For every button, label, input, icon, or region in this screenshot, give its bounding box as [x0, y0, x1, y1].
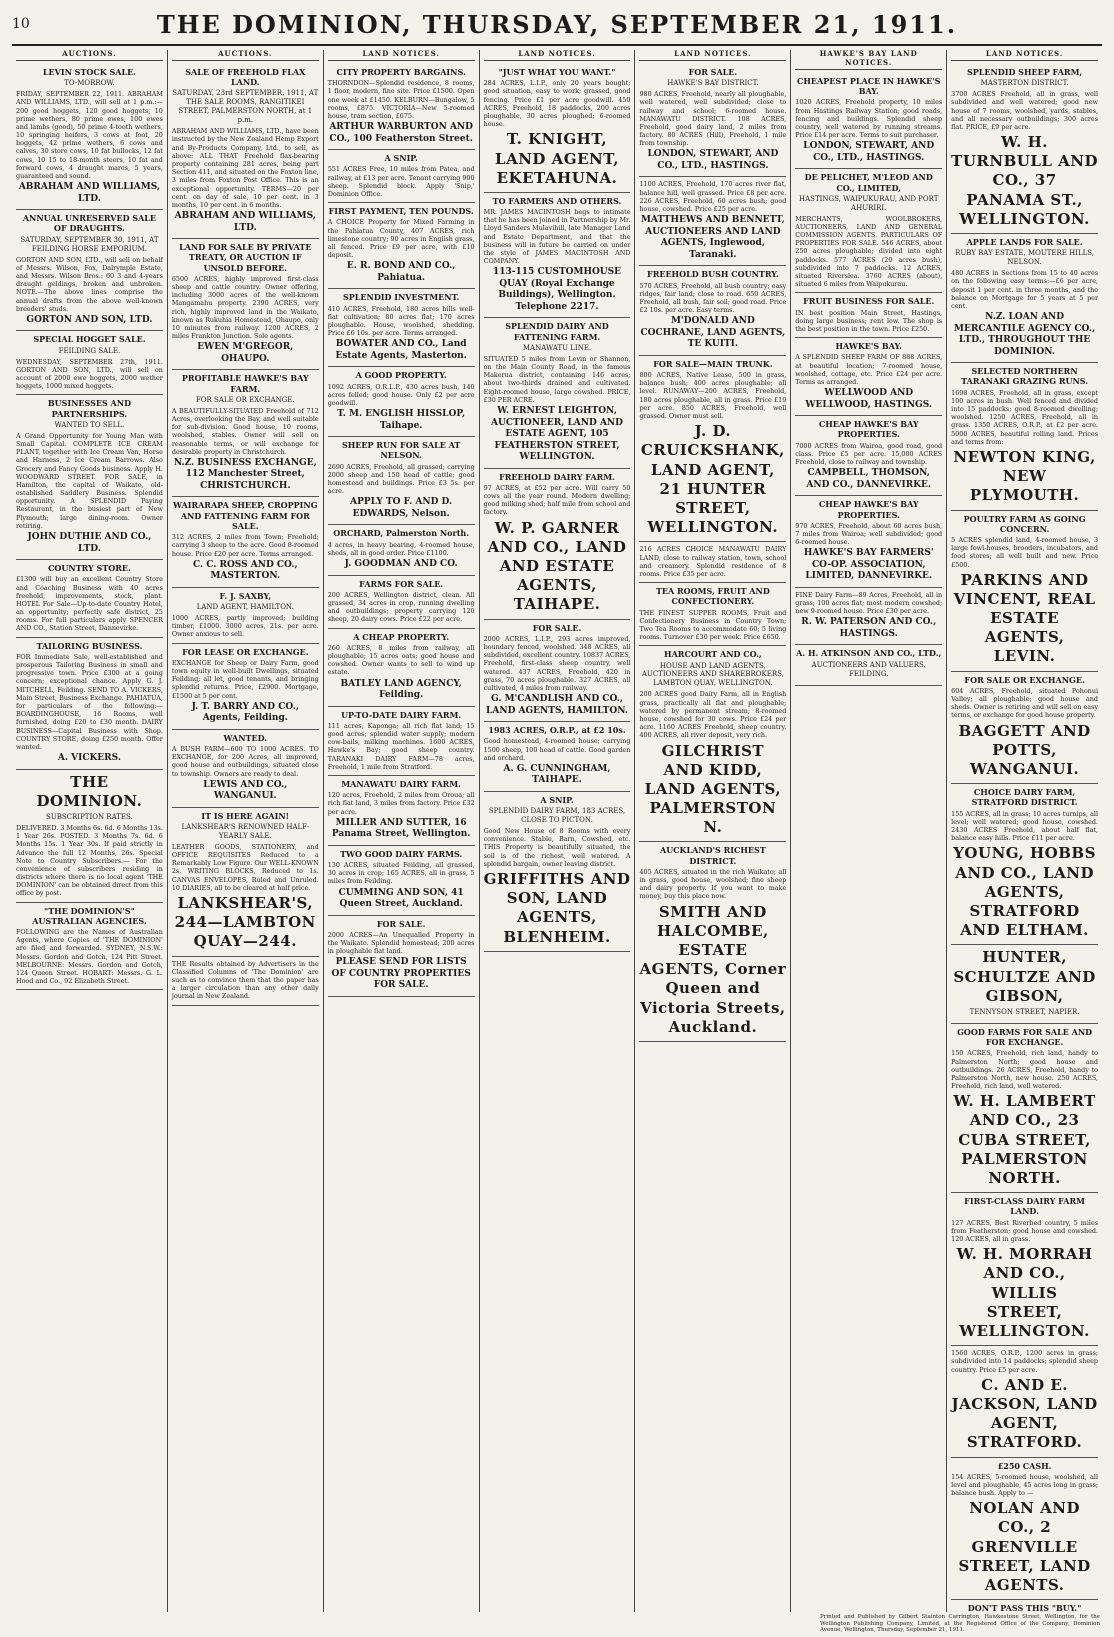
advertisement — [951, 511, 1098, 672]
ad-title: SPECIAL HOGGET SALE. — [33, 334, 146, 345]
advertisement — [795, 293, 942, 338]
ad-signature: W. H. MORRAH AND CO., WILLIS STREET, WELLINGTON. — [956, 1245, 1093, 1340]
ad-title: COUNTRY STORE. — [48, 563, 131, 574]
ad-subtitle: AUCTIONEERS AND VALUERS, FEILDING. — [811, 660, 926, 678]
ad-body: 200 ACRES, Wellington district, clean. All grassed, 34 acres in crop, running dwelling and outbuildings; property carrying 120 sheep, 20 dairy cows. Price £22 per acre. — [327, 590, 475, 624]
advertisement — [795, 338, 942, 416]
ad-body: 154 ACRES, 5-roomed house, woolshed, all level and ploughable, 45 acres long in grass; balance bush. Apply to — — [951, 1472, 1099, 1498]
ad-signature: MILLER AND SUTTER, 16 Panama Street, Wellington. — [331, 817, 471, 840]
column-1 — [12, 50, 168, 1612]
advertisement — [328, 846, 475, 916]
ad-title: FOR SALE. — [532, 622, 582, 633]
ad-signature: LANKSHEAR'S, 244—LAMBTON QUAY—244. — [174, 894, 316, 951]
ad-title: CHOICE DAIRY FARM, STRATFORD DISTRICT. — [971, 787, 1078, 808]
ad-signature: APPLY TO F. AND D. EDWARDS, Nelson. — [350, 497, 453, 519]
ad-title: A. H. ATKINSON AND CO., LTD., — [796, 648, 942, 659]
advertisement — [328, 916, 475, 997]
ad-title: FREEHOLD BUSH COUNTRY. — [647, 269, 779, 280]
ad-subtitle: HOUSE AND LAND AGENTS, AUCTIONEERS AND SHAREBROKERS, LAMBTON QUAY, WELLINGTON. — [641, 661, 784, 688]
ad-title: ANNUAL UNRESERVED SALE OF DRAUGHTS. — [22, 213, 157, 234]
advertisement — [951, 64, 1098, 234]
ad-body: 216 ACRES CHOICE MANAWATU DAIRY LAND, close to railway station, town, school and creamery. Splendid residence of 8 rooms. Price £35 per acre. — [639, 545, 787, 578]
advertisement — [328, 367, 475, 437]
ad-body: 2000 ACRES, L.I.P., 293 acres improved, boundary fenced, woolshed. 348 ACRES, all subdivided, excellent country. 10837 ACRES, Freehold, first-class sheep country, well watered. 437 ACRES, Freehold, 420 in grass, 70 acres ploughable. 327 ACRES, all cultivated, 4 miles from railway. — [483, 634, 631, 692]
ad-body: 155 ACRES, all in grass; 10 acres turnips, all level; well watered; good house, cowshed. 2430 ACRES Freehold, about half flat, balance easy hills. Price £11 per acre. — [951, 809, 1099, 843]
advertisement — [951, 1024, 1098, 1193]
ad-signature: BATLEY LAND AGENCY, Feilding. — [340, 678, 462, 701]
ad-body: THE FINEST SUPPER ROOMS, Fruit and Confectionery Business in Country Town; Two Tea Rooms to accommodate 60; 5 living rooms. Turnover £30 per week. Price £650. — [639, 608, 787, 642]
advertisement — [172, 239, 319, 370]
ad-title: FRUIT BUSINESS FOR SALE. — [803, 296, 935, 307]
ad-subtitle: MANAWATU LINE. — [522, 343, 592, 352]
advertisement — [951, 1346, 1098, 1457]
column-heading: HAWKE'S BAY LAND NOTICES. — [795, 50, 942, 70]
ad-title: A CHEAP PROPERTY. — [353, 631, 449, 642]
ad-title: £250 CASH. — [997, 1460, 1052, 1471]
ad-body: £1300 will buy an excellent Country Store and Coaching Business with 40 acres freehold, improvements, stock, plant. HOTEL For Sale—Up-to-date Country Hotel, an opportunity; perfectly safe district, 25 rooms. For full particulars apply SPENCER AND CO., Station Street, Dannevirke. — [16, 575, 163, 633]
ad-body: 405 ACRES, situated in the rich Waikato; all in grass, good house, woolshed; fine sheep and dairy property. If you want to make money, buy this place now. — [639, 867, 787, 901]
page-number: 10 — [12, 16, 30, 32]
ad-signature: NOLAN AND CO., 2 GRENVILLE STREET, LAND AGENTS. — [958, 1499, 1091, 1595]
ad-body: 480 ACRES in Sections from 15 to 40 acres on the following easy terms:—£6 per acre, deposit 1 per cent. in three months, and the balance on Mortgage for 5 years at 5 per cent. — [951, 269, 1099, 310]
advertisement — [639, 266, 786, 356]
ad-body: 97 ACRES, at £52 per acre. Will carry 50 cows all the year round. Modern dwelling; good milking shed; half mile from school and factory. — [483, 483, 631, 517]
ad-subtitle: HAWKE'S BAY DISTRICT. — [667, 79, 759, 88]
ad-body: MERCHANTS, WOOLBROKERS, AUCTIONEERS, LAND AND GENERAL COMMISSION AGENTS. PARTICULARS OF PROPERTIES FOR SALE. 546 ACRES, about 250 acres ploughable; divided into eight paddocks. 577 ACRES (20 acres bush), subdivided into 7 paddocks. 12 ACRES, situated Riverslea. 3760 ACRES (about), situated 6 miles from Waipukurau. — [795, 214, 943, 289]
ad-signature: W. H. LAMBERT AND CO., 23 CUBA STREET, PALMERSTON NORTH. — [953, 1092, 1096, 1188]
ad-body: 120 acres, Freehold, 2 miles from Oroua; all rich flat land, 3 miles from factory. Price £32 per acre. — [327, 791, 475, 816]
ad-body: 7000 ACRES from Wairoa, good road, good class. Price £5 per acre. 15,000 ACRES Freehold, close to railway and township. — [795, 441, 943, 467]
ad-title: FOR SALE—MAIN TRUNK. — [653, 358, 773, 369]
ad-subtitle: SPLENDID DAIRY FARM, 183 ACRES, CLOSE TO PICTON. — [488, 807, 626, 825]
ad-body: 127 ACRES, Best Riverbed country, 5 miles from Featherston; good house and cowshed. 120 ACRES, all in grass. — [951, 1218, 1099, 1244]
ad-subtitle: WANTED TO SELL. — [54, 420, 125, 429]
advertisement — [172, 957, 319, 1006]
advertisement — [16, 210, 163, 331]
ad-signature: J. GOODMAN AND CO. — [344, 559, 458, 570]
ad-body: 570 ACRES, Freehold, all bush country; easy ridges, fair land; close to road. 650 ACRES, Freehold, all bush, fair soil; good road. Price £2 10s. per acre. Easy terms. — [639, 281, 787, 315]
ad-body: FOLLOWING are the Names of Australian Agents, where Copies of 'THE DOMINION' are filed and forwarded. SYDNEY, N.S.W.: Messrs. Gordon and Gotch, 124 Pitt Street. MELBOURNE: Messrs. Gordon and Gotch, 124 Queen Street. HOBART: Messrs. G. L. Hood and Co., 92 Elizabeth Street. — [16, 928, 163, 986]
ad-signature: A. G. CUNNINGHAM, TAIHAPE. — [503, 763, 611, 786]
ad-title: CITY PROPERTY BARGAINS. — [336, 66, 466, 77]
advertisement — [328, 707, 475, 776]
column-2 — [168, 50, 324, 1612]
ad-signature: HAWKE'S BAY FARMERS' CO-OP. ASSOCIATION, LIMITED, DANNEVIRKE. — [803, 548, 934, 582]
advertisement — [172, 497, 319, 587]
column-3 — [324, 50, 480, 1612]
ad-body: EXCHANGE for Sheep or Dairy Farm, good town equity in well-built Dwellings, situated Feilding; all let, good tenants, and bringing splendid returns. Price, £2900. Mortgage, £1500 at 5 per cent. — [171, 658, 319, 700]
advertisement — [16, 395, 163, 560]
ad-signature: JOHN DUTHIE AND CO., LTD. — [27, 532, 152, 554]
ad-signature: C. AND E. JACKSON, LAND AGENT, STRATFORD. — [951, 1375, 1098, 1452]
advertisement — [951, 1193, 1098, 1346]
advertisement — [484, 318, 631, 468]
ad-signature: CUMMING AND SON, 41 Queen Street, Auckland. — [338, 887, 464, 910]
ad-signature: W. ERNEST LEIGHTON, AUCTIONEER, LAND AND ESTATE AGENT, 105 FEATHERSTON STREET, WELLINGTON. — [491, 406, 623, 463]
ad-signature: ABRAHAM AND WILLIAMS, LTD. — [18, 182, 161, 204]
ad-signature: LEWIS AND CO., WANGANUI. — [203, 779, 288, 802]
ad-body: MR. JAMES MACINTOSH begs to intimate that he has been joined in Partnership by Mr. Lloyd Sanders Mulavihill, late Manager Land and Estate Department, and that the business will in future be carried on under the style of JAMES MACINTOSH AND COMPANY. — [483, 208, 631, 266]
ad-body: 1698 ACRES, Freehold, all in grass, except 100 acres in bush. Well fenced and divided into 15 paddocks; good 8-roomed dwelling; woolshed. 1250 ACRES, Freehold, all in grass. 1350 ACRES, O.R.P., at £2 per acre. 5000 ACRES, beautiful rolling land. Prices and terms from: — [951, 388, 1099, 446]
ad-title: FOR SALE. — [376, 918, 426, 929]
advertisement — [951, 945, 1098, 1024]
ad-signature: W. H. TURNBULL AND CO., 37 PANAMA ST., WELLINGTON. — [951, 133, 1099, 228]
ad-title: GOOD FARMS FOR SALE AND FOR EXCHANGE. — [957, 1026, 1093, 1048]
ad-subtitle: SUBSCRIPTION RATES. — [46, 813, 133, 821]
ad-title: POULTRY FARM AS GOING CONCERN. — [963, 513, 1086, 534]
advertisement — [951, 672, 1098, 785]
advertisement — [328, 203, 475, 289]
advertisement — [328, 64, 475, 150]
ad-title: WAIRARAPA SHEEP, CROPPING AND FATTENING FARM FOR SALE. — [173, 500, 318, 531]
advertisement — [328, 576, 475, 629]
ad-signature: BAGGETT AND POTTS, WANGANUI. — [958, 721, 1091, 779]
advertisement — [951, 784, 1098, 945]
advertisement — [795, 416, 942, 496]
advertisement — [951, 363, 1098, 510]
ad-signature: N.Z. BUSINESS EXCHANGE, 112 Manchester Street, CHRISTCHURCH. — [173, 457, 317, 491]
ad-title: LEVIN STOCK SALE. — [42, 66, 136, 77]
advertisement — [639, 64, 786, 178]
column-heading: AUCTIONS. — [16, 50, 163, 61]
ad-signature: PLEASE SEND FOR LISTS OF COUNTRY PROPERTIES FOR SALE. — [331, 957, 471, 991]
ad-title: FARMS FOR SALE. — [359, 578, 444, 589]
ad-title: UP-TO-DATE DAIRY FARM. — [341, 709, 462, 720]
ad-subtitle: RUBY BAY ESTATE, MOUTERE HILLS, NELSON. — [955, 249, 1095, 267]
advertisement — [639, 356, 786, 542]
column-heading: LAND NOTICES. — [328, 50, 475, 61]
advertisement — [484, 64, 631, 193]
advertisement — [484, 193, 631, 319]
ad-signature: M'DONALD AND COCHRANE, LAND AGENTS, TE KUITI. — [640, 316, 786, 350]
column-5 — [635, 50, 791, 1612]
ad-title: BUSINESSES AND PARTNERSHIPS. — [47, 398, 132, 419]
ad-body: A CHOICE Property for Mixed Farming in the Pahiatua County, 407 ACRES, rich limestone country; 90 acres in English grass, all fenced. Price £9 per acre, with £10 deposit. — [327, 218, 475, 260]
ad-title: AUCKLAND'S RICHEST DISTRICT. — [659, 845, 766, 866]
ad-title: A GOOD PROPERTY. — [355, 370, 447, 381]
advertisement — [639, 177, 786, 266]
ad-body: FRIDAY, SEPTEMBER 22, 1911. ABRAHAM AND WILLIAMS, LTD., will sell at 1 p.m.:— 200 good hoggets, 120 good hoggets, 10 prime wethers, 80 prime ewes, 100 ewes and lambs (good), 50 prime 4-tooth wethers, 10 springing heifers, 3 cows at foot, 20 hoggets, 42 prime wethers, 6 cows and calves, 30 store cows, 10 fat bullocks, 12 fat cows, 10 15 to 18-month steers, 10 fat and forward cows, 4 draught mares, 5 years, guaranteed and sound. — [16, 90, 163, 181]
advertisement — [795, 169, 942, 293]
advertisement — [328, 525, 475, 575]
advertisement — [172, 64, 319, 239]
advertisement — [795, 73, 942, 169]
ad-signature: A. VICKERS. — [57, 753, 121, 764]
ad-title: "THE DOMINION'S" AUSTRALIAN AGENCIES. — [32, 905, 147, 926]
ad-body: 284 ACRES, L.I.P., only 20 years bought; good situation, easy to work; grassed, good fencing. Price £1 per acre goodwill. 450 ACRES, Freehold, 18 paddocks, 200 acres ploughable, 30 acres ploughed; 6-roomed house. — [483, 79, 631, 129]
advertisement — [795, 588, 942, 646]
ad-signature: ARTHUR WARBURTON AND CO., 100 Featherston Street. — [329, 122, 473, 144]
column-7 — [947, 50, 1102, 1612]
ad-signature: EWEN M'GREGOR, OHAUPO. — [197, 342, 294, 364]
ad-body: 4 acres, in heavy bearing, 4-roomed house, sheds, all in good order. Price £1100. — [327, 540, 475, 557]
advertisement — [172, 808, 319, 957]
ad-title: FIRST PAYMENT, TEN POUNDS. — [328, 206, 474, 217]
advertisement — [16, 331, 163, 395]
ad-signature: 113-115 CUSTOMHOUSE QUAY (Royal Exchange Buildings), Wellington. Telephone 2217. — [493, 267, 622, 312]
ad-title: APPLE LANDS FOR SALE. — [966, 237, 1083, 248]
imprint-footer: Printed and Published by Gilbert Stainton Carrington, Hawkestone Street, Wellington, for the Wellington Publishing Company, Limited, at the Registered Office of the Company, Dominion Avenue, Wellington, Thursday, September 21, 1911. — [820, 1614, 1100, 1634]
ad-body: 410 ACRES, Freehold, 180 acres hills well-flat cultivation; 80 acres flat; 170 acres ploughable. House, woolshed, shedding. Price £6 10s. per acre. Terms arranged. — [327, 304, 475, 338]
ad-title: HARCOURT AND CO., — [664, 649, 762, 660]
ad-body: 150 ACRES, Freehold, rich land, handy to Palmerston North; good house and outbuildings. 26 ACRES, Freehold, handy to Palmerston North, new house. 250 ACRES, Freehold, rich land, well watered. — [951, 1049, 1099, 1091]
ad-body: DELIVERED. 3 Months 6s. 6d. 6 Months 13s. 1 Year 26s. POSTED. 3 Months 7s. 6d. 6 Months 15s. 1 Year 30s. If paid strictly in Advance the full 12 Months, 26s. Special Note to Country Subscribers.— For the convenience of subscribers residing in districts where there is no local agent 'THE DOMINION' can be obtained direct from this office by post. — [16, 823, 163, 898]
ad-signature: R. W. PATERSON AND CO., HASTINGS. — [801, 617, 937, 639]
ad-title: TAILORING BUSINESS. — [36, 640, 143, 651]
ad-body: 1100 ACRES, Freehold, 170 acres river flat, balance hill, well grassed. Price £8 per acre. 226 ACRES, Freehold, 60 acres bush; good house, cowshed. Price £25 per acre. — [639, 180, 787, 214]
ad-title: MANAWATU DAIRY FARM. — [341, 778, 461, 789]
ad-signature: WELLWOOD AND WELLWOOD, HASTINGS. — [805, 388, 933, 410]
advertisement — [328, 289, 475, 367]
ad-title: DON'T PASS THIS "BUY." — [967, 1603, 1082, 1612]
ad-signature: C. C. ROSS AND CO., MASTERTON. — [192, 559, 298, 582]
ad-body: 260 ACRES, 8 miles from railway, all ploughable; 15 acres oats; good house and cowshed. Owner wants to sell to wind up estate. — [327, 643, 475, 677]
ad-body: 6500 ACRES, highly improved first-class sheep and cattle country. Owner offering, including 3000 acres of the well-known Mangamahu property. 2390 ACRES, very rich, highly improved land in the Waikato, known as Rukuhia Homestead, Ohaupo, only 10 minutes from railway. 1200 ACRES, 2 miles Frankton Junction. Sole agents. — [171, 274, 319, 341]
advertisement — [16, 770, 163, 903]
ad-signature: N.Z. LOAN AND MERCANTILE AGENCY CO., LTD., THROUGHOUT THE DOMINION. — [954, 312, 1096, 357]
ad-body: 312 ACRES, 2 miles from Town; Freehold; carrying 3 sheep to the acre. Good 8-roomed house. Price £20 per acre. Terms arranged. — [171, 533, 319, 558]
advertisement — [484, 722, 631, 792]
ad-signature: T. M. ENGLISH HISSLOP, Taihape. — [337, 409, 466, 431]
ad-title: HUNTER, SCHULTZE AND GIBSON, — [953, 948, 1096, 1005]
ad-body: 980 ACRES, Freehold, nearly all ploughable, well watered, well subdivided; close to railway and school; 6-roomed house. MANAWATU DISTRICT. 108 ACRES, Freehold, good dairy land, 2 miles from factory. 80 ACRES (Hill), Freehold, 1 mile from township. — [639, 90, 787, 148]
ad-body: 1000 ACRES, partly improved; building timber, £1000. 3000 acres, 21s. per acre. Owner anxious to sell. — [171, 613, 319, 639]
ad-title: SALE OF FREEHOLD FLAX LAND. — [185, 66, 306, 88]
ad-signature: CAMPBELL, THOMSON, AND CO., DANNEVIRKE. — [806, 468, 932, 490]
ad-body: 111 acres, Kaponga; all rich flat land; 15 good acres; splendid water supply; modern cow-bails, milking machines. 1600 ACRES, Hawke's Bay; good sheep country. TARANAKI DAIRY FARM—78 acres, Freehold, 1 mile from Stratford. — [327, 721, 475, 771]
ad-signature: G. M'CANDLISH AND CO., LAND AGENTS, HAMILTON. — [486, 694, 628, 716]
ad-body: A SPLENDID SHEEP FARM OF 888 ACRES, at beautiful location; 7-roomed house, woolshed, cottage, etc. Price £24 per acre. Terms as arranged. — [795, 353, 943, 386]
advertisement — [16, 638, 163, 770]
ad-body: Good New House of 8 Rooms with every convenience. Stable, Barn, Cowshed, etc. THIS Property is beautifully situated, the soil is of the richest, well watered. A splendid bargain, owner leaving district. — [483, 827, 631, 868]
ad-title: CHEAPEST PLACE IN HAWKE'S BAY. — [797, 75, 941, 97]
ad-body: LEATHER GOODS, STATIONERY, and OFFICE REQUISITES Reduced to a Remarkably Low Figure. Our WELL-KNOWN 2s. WRITING BLOCKS, Reduced to 1s. CANVAS ENVELOPES, Ruled and Unruled. 10 DIARIES, all to be cleared at half price. — [171, 842, 319, 892]
ad-body: A BUSH FARM—600 TO 1000 ACRES. TO EXCHANGE, for 200 Acres, all improved, good house and outbuildings, situated close to township. Owners are ready to deal. — [171, 744, 319, 778]
ad-title: LAND FOR SALE BY PRIVATE TREATY, OR AUCTION IF UNSOLD BEFORE. — [179, 242, 312, 273]
ad-title: 1983 ACRES, O.R.P., at £2 10s. — [488, 725, 626, 736]
ad-title: A SNIP. — [540, 794, 574, 805]
ad-subtitle: FOR SALE OR EXCHANGE. — [195, 395, 295, 404]
advertisement — [16, 903, 163, 991]
advertisement — [172, 370, 319, 497]
column-heading: LAND NOTICES. — [951, 50, 1098, 61]
advertisement — [172, 588, 319, 644]
column-6 — [791, 50, 947, 1612]
advertisement — [484, 620, 631, 723]
ad-signature: W. P. GARNER AND CO., LAND AND ESTATE AGENTS, TAIHAPE. — [487, 518, 627, 614]
ad-signature: YOUNG, HOBBS AND CO., LAND AGENTS, STRATFORD AND ELTHAM. — [953, 844, 1096, 940]
ad-subtitle: LANKSHEAR'S RENOWNED HALF-YEARLY SALE. — [181, 822, 310, 840]
advertisement — [639, 542, 786, 583]
ad-title: TEA ROOMS, FRUIT AND CONFECTIONERY. — [655, 586, 770, 607]
ad-title: FREEHOLD DAIRY FARM. — [499, 471, 615, 482]
advertisement — [639, 646, 786, 842]
ad-title: SPLENDID SHEEP FARM, — [966, 66, 1083, 77]
ad-title: ORCHARD, Palmerston North. — [333, 528, 469, 539]
ad-body: WEDNESDAY, SEPTEMBER 27th, 1911. GORTON AND SON, LTD., will sell on account of 2000 ewe hoggets, 2000 wether hoggets, 1000 mixed hoggets. — [16, 357, 163, 391]
ad-title: SELECTED NORTHERN TARANAKI GRAZING RUNS. — [961, 366, 1089, 387]
ad-body: FOR Immediate Sale, well-established and prosperous Tailoring Business in small and progressive town. Price £300 at a going concern; exceptional chance. Apply G. J. MITCHELL, Feilding. SEND TO A. VICKERS, Main Street, Business Exchange. PAHIATUA, for particulars of the following:— BOARDINGHOUSE, 16 Rooms, well furnished, doing £20 to £30 month. DAIRY BUSINESS—Capital Business with Shop. COUNTRY STORE, doing £250 month. Offer wanted. — [16, 652, 163, 751]
ad-body: 3700 ACRES Freehold, all in grass, well subdivided and well watered; good new house of 7 rooms, woolshed, yards, stables, and all necessary outbuildings; 300 acres flat. PRICE, £9 per acre. — [951, 90, 1099, 131]
ad-subtitle: SATURDAY, 23rd SEPTEMBER, 1911, AT THE SALE ROOMS, RANGITIKEI STREET, PALMERSTON NORTH, at 1 p.m. — [172, 89, 319, 125]
ad-signature: T. KNIGHT, LAND AGENT, EKETAHUNA. — [495, 130, 619, 187]
ad-signature: LONDON, STEWART, AND CO., LTD., HASTINGS. — [647, 149, 779, 171]
ad-title: SHEEP RUN FOR SALE AT NELSON. — [341, 440, 461, 461]
ad-signature: GORTON AND SON, LTD. — [26, 314, 153, 325]
advertisement — [328, 629, 475, 707]
column-heading: LAND NOTICES. — [484, 50, 631, 61]
ad-signature: MATTHEWS AND BENNETT, AUCTIONEERS AND LAND AGENTS, Inglewood, Taranaki. — [640, 215, 785, 260]
ad-subtitle: HASTINGS, WAIPUKURAU, AND PORT AHURIRI. — [799, 194, 939, 212]
advertisement — [172, 730, 319, 808]
ad-body: THE Results obtained by Advertisers in the Classified Columns of 'The Dominion' are such as to convince them that the paper has a larger circulation than any other daily journal in New Zealand. — [171, 959, 319, 1001]
advertisement — [484, 792, 631, 952]
advertisement — [328, 776, 475, 846]
ad-title: FIRST-CLASS DAIRY FARM LAND. — [964, 1196, 1086, 1217]
ad-signature: NEWTON KING, NEW PLYMOUTH. — [953, 447, 1096, 505]
ad-title: THE DOMINION. — [36, 772, 143, 810]
ad-title: PROFITABLE HAWKE'S BAY FARM. — [181, 373, 309, 394]
ad-subtitle: FEILDING SALE. — [58, 346, 121, 355]
ad-body: 200 ACRES good Dairy Farm, all in English grass, practically all flat and ploughable; watered by permanent stream; 8-roomed house, cowshed for 30 cows. Price £24 per acre. 1160 ACRES Freehold, sheep country. 400 ACRES, all river deposit, very rich. — [639, 690, 787, 740]
ad-title: DE PELICHET, M'LEOD AND CO., LIMITED, — [804, 172, 933, 193]
ad-title: SPLENDID DAIRY AND FATTENING FARM. — [505, 321, 609, 342]
advertisement — [951, 1458, 1098, 1601]
ad-title: TWO GOOD DAIRY FARMS. — [340, 848, 463, 859]
ad-body: 1020 ACRES, Freehold property, 10 miles from Hastings Railway Station; good roads, fencing and buildings. Splendid sheep country, well watered by running streams. Price £14 per acre. Terms to suit purchaser. — [795, 98, 943, 140]
ad-subtitle: SATURDAY, SEPTEMBER 30, 1911, AT FEILDING HORSE EMPORIUM. — [20, 235, 159, 253]
column-4 — [480, 50, 636, 1612]
ad-title: HAWKE'S BAY. — [835, 341, 902, 352]
ad-signature: PARKINS AND VINCENT, REAL ESTATE AGENTS, LEVIN. — [953, 570, 1096, 666]
column-heading: AUCTIONS. — [172, 50, 319, 61]
ad-subtitle: LAND AGENT, HAMILTON. — [196, 603, 294, 611]
ad-body: 1560 ACRES, O.R.P., 1200 acres in grass; subdivided into 14 paddocks; splendid sheep country. Price £5 per acre. — [951, 1349, 1099, 1374]
advertisement — [328, 150, 475, 203]
ad-signature: BOWATER AND CO., Land Estate Agents, Masterton. — [335, 339, 467, 361]
advertisement — [328, 437, 475, 525]
ad-subtitle: MASTERTON DISTRICT. — [980, 79, 1069, 88]
ad-signature: GRIFFITHS AND SON, LAND AGENTS, BLENHEIM. — [483, 870, 631, 946]
advertisement — [639, 842, 786, 1042]
ad-body: ABRAHAM AND WILLIAMS, LTD., have been instructed by the New Zealand Hemp Export and By-Products Company, Ltd., to sell, as above: ALL THAT Freehold flax-bearing property containing 281 acres, being part Section 411, and situated on the Foxton line, 3 miles from Foxton Post Office. This is an exceptional opportunity. TERMS—20 per cent. on day of sale, 10 per cent. in 3 months, 10 per cent. in 6 months. — [171, 127, 319, 209]
ad-title: A SNIP. — [384, 153, 418, 164]
advertisement — [16, 64, 163, 210]
ad-title: WANTED. — [223, 732, 268, 743]
ad-body: FINE Dairy Farm—89 Acres, Freehold, all in grass; 100 acres flat; most modern cowshed; new 9-roomed house. Price £30 per acre. — [795, 590, 943, 616]
ad-body: Good homestead, 4-roomed house; carrying 1500 sheep, 100 head of cattle. Good garden and orchard. — [483, 737, 631, 762]
advertisement — [795, 496, 942, 588]
ad-signature: ABRAHAM AND WILLIAMS, LTD. — [174, 211, 316, 233]
ad-title: IT IS HERE AGAIN! — [201, 810, 290, 821]
masthead — [12, 4, 1102, 46]
advertisement — [951, 1600, 1098, 1612]
advertisement — [484, 469, 631, 620]
ad-body: A Grand Opportunity for Young Man with Small Capital. COMPLETE ICE CREAM PLANT, together with Ice Cream Van, Horse and Harness, 2 Ice Cream Barrows. Also Grocery and Fancy Goods business. Apply H. WOODWARD STREET. FOR SALE, in Hamilton, the capital of Waikato, old-established Saddlery Business. Splendid opportunity. A SPLENDID Paying Restaurant, in the busiest part of New Plymouth; large dining-room. Owner retiring. — [16, 431, 163, 530]
newspaper-title: THE DOMINION, THURSDAY, SEPTEMBER 21, 1911. — [156, 9, 958, 39]
ad-body: 551 ACRES Free, 10 miles from Patea, and railway, at £13 per acre. Tenant carrying 900 sheep. Splendid block. Apply 'Snip,' Dominion Office. — [327, 165, 475, 198]
ad-signature: J. T. BARRY AND CO., Agents, Feilding. — [191, 701, 299, 724]
ad-title: CHEAP HAWKE'S BAY PROPERTIES. — [818, 499, 919, 520]
ad-body: 2690 ACRES, Freehold, all grassed; carrying 2000 sheep and 150 head of cattle; good homestead and buildings. Price £3 5s. per acre. — [327, 462, 475, 496]
ad-title: F. J. SAXBY, — [219, 590, 272, 601]
ad-body: GORTON AND SON, LTD., will sell on behalf of Messrs. Wilson, Fox, Dalrymple Estate, and Messrs. Wilson Bros.: 60 3 and 4-years draught geldings, broken and unbroken. NOTE.—The above lines comprise the annual drafts from the above well-known breeders' studs. — [16, 255, 163, 313]
ad-signature: LONDON, STEWART, AND CO., LTD., HASTINGS. — [803, 141, 935, 163]
ad-subtitle: TENNYSON STREET, NAPIER. — [969, 1007, 1080, 1016]
ad-body: 130 ACRES, situated Feilding, all grassed, 30 acres in crop; 165 ACRES, all in grass, 5 miles from Feilding. — [327, 860, 475, 886]
ad-signature: J. D. CRUICKSHANK, LAND AGENT, 21 HUNTER STREET, WELLINGTON. — [640, 422, 785, 537]
ad-title: FOR LEASE OR EXCHANGE. — [182, 646, 309, 657]
advertisement — [795, 645, 942, 685]
column-heading: LAND NOTICES. — [639, 50, 786, 61]
ad-title: FOR SALE. — [688, 66, 738, 77]
ad-body: 800 ACRES, Native Lease, 500 in grass, balance bush; 400 acres ploughable; all level. RUNAWAY—200 ACRES, Freehold, 180 acres ploughable, all in grass. Price £19 per acre. 850 ACRES, Freehold, well grassed. Owner must sell. — [639, 371, 787, 420]
advertisement — [639, 583, 786, 646]
ad-signature: GILCHRIST AND KIDD, LAND AGENTS, PALMERSTON N. — [644, 741, 782, 837]
advertisement — [16, 560, 163, 638]
ad-body: 5 ACRES splendid land, 4-roomed house, 3 large fowl-houses, brooders, incubators, and food stores; all well built and new. Price £500. — [951, 535, 1099, 569]
ad-signature: E. R. BOND AND CO., Pahiatua. — [346, 261, 456, 283]
ad-body: 2000 ACRES—An Unequalled Property in the Waikato. Splendid homestead; 200 acres in ploughable flat land. — [327, 930, 475, 956]
ad-body: A BEAUTIFULLY-SITUATED Freehold of 712 Acres, overlooking the Bay, and well suitable for sub-division. Good house, 10 rooms, woolshed, stables. Owner will sell on reasonable terms, or will exchange for desirable property in Christchurch. — [171, 406, 319, 456]
ad-title: CHEAP HAWKE'S BAY PROPERTIES. — [818, 419, 919, 440]
ad-body: 1092 ACRES, O.R.L.P., 430 acres bush, 140 acres felled; good house. Only £2 per acre goodwill. — [327, 382, 475, 407]
ad-body: THORNDON—Splendid residence, 8 rooms, 1 floor, modern, fine site. Price £1500. Open one week at £1450. KELBURN—Bungalow, 5 rooms, £875. VICTORIA—New 5-roomed house, tram section, £675. — [327, 79, 475, 120]
ad-title: TO FARMERS AND OTHERS. — [492, 195, 622, 206]
ad-title: SPLENDID INVESTMENT. — [343, 292, 460, 303]
newspaper-columns — [12, 50, 1102, 1612]
ad-body: 970 ACRES, Freehold, about 60 acres bush, 7 miles from Wairoa; well subdivided; good 6-roomed house. — [795, 521, 943, 547]
ad-signature: SMITH AND HALCOMBE, ESTATE AGENTS, Corner Queen and Victoria Streets, Auckland. — [639, 902, 787, 1036]
ad-body: 604 ACRES, Freehold, situated Pohonui Valley; all ploughable; good house and sheds. Owner is retiring and will sell on easy terms, or exchange for good house property. — [951, 686, 1099, 720]
ad-body: IN best position Main Street, Hastings, doing large business; rent low. The shop is the best position in the town. Price £250. — [795, 308, 943, 334]
ad-subtitle: TO-MORROW. — [64, 79, 115, 88]
advertisement — [951, 234, 1098, 363]
advertisement — [172, 644, 319, 730]
ad-title: FOR SALE OR EXCHANGE. — [964, 674, 1085, 685]
ad-body: SITUATED 5 miles from Levin or Shannon, on the Main County Road, in the famous Makerua district, containing 146 acres; about two-thirds drained and cultivated. Eight-roomed house, large cowshed. PRICE, £30 PER ACRE. — [483, 354, 631, 404]
ad-title: "JUST WHAT YOU WANT." — [498, 66, 616, 77]
